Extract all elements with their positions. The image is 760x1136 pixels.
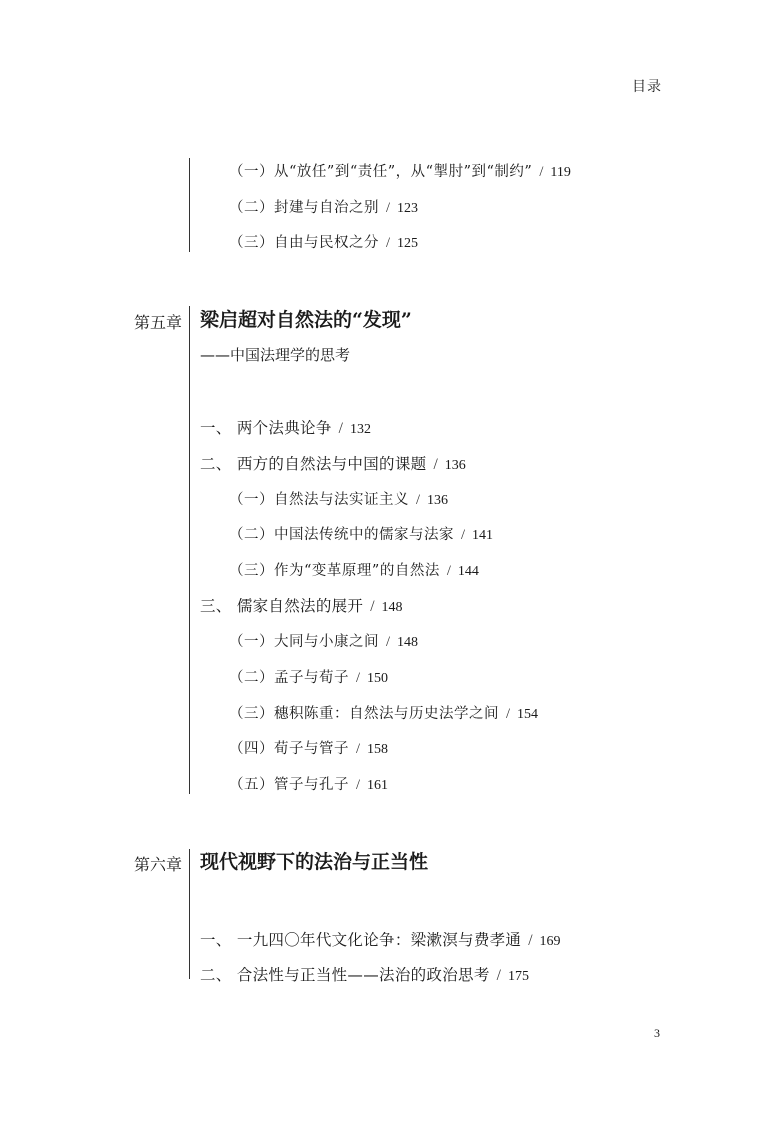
toc-page-number: 123 xyxy=(397,201,419,216)
toc-entry[interactable] xyxy=(229,160,571,181)
toc-separator: / xyxy=(446,563,451,579)
toc-separator: / xyxy=(506,706,511,722)
toc-entry[interactable] xyxy=(200,594,403,616)
toc-entry-label: （三）自由与民权之分 xyxy=(229,235,379,251)
toc-entry[interactable] xyxy=(229,196,418,217)
chapter-rule xyxy=(189,306,190,794)
toc-entry-label: 三、 儒家自然法的展开 xyxy=(200,597,364,615)
toc-entry-label: （一）大同与小康之间 xyxy=(229,634,379,650)
toc-entry[interactable] xyxy=(229,559,479,580)
toc-separator: / xyxy=(356,741,361,757)
toc-separator: / xyxy=(416,492,421,508)
toc-entry[interactable] xyxy=(229,737,388,758)
toc-entry-label: （二）孟子与荀子 xyxy=(229,670,349,686)
page-number: 3 xyxy=(654,1026,660,1040)
toc-page-number: 119 xyxy=(550,165,571,180)
toc-page-number: 154 xyxy=(517,707,539,722)
toc-page-number: 148 xyxy=(397,635,419,650)
toc-entry-label: （三）穗积陈重：自然法与历史法学之间 xyxy=(229,706,499,722)
toc-separator: / xyxy=(433,456,438,473)
toc-separator: / xyxy=(496,967,501,984)
toc-separator: / xyxy=(370,598,375,615)
toc-page-number: 158 xyxy=(367,742,389,757)
toc-separator: / xyxy=(528,932,533,949)
chapter-rule xyxy=(189,849,190,979)
toc-page-number: 175 xyxy=(507,969,529,984)
toc-page-number: 132 xyxy=(349,422,371,437)
toc-separator: / xyxy=(539,164,544,180)
toc-separator: / xyxy=(386,235,391,251)
section-rule xyxy=(189,158,190,252)
toc-separator: / xyxy=(386,200,391,216)
toc-entry[interactable] xyxy=(200,452,466,474)
toc-separator: / xyxy=(356,670,361,686)
chapter-label: 第六章 xyxy=(133,857,182,874)
toc-entry-label: （五）管子与孔子 xyxy=(229,777,349,793)
toc-page-number: 150 xyxy=(367,671,389,686)
toc-entry-label: 一、 一九四〇年代文化论争：梁漱溟与费孝通 xyxy=(200,931,522,949)
toc-entry-label: （一）自然法与法实证主义 xyxy=(229,492,409,508)
toc-page-number: 136 xyxy=(427,493,449,508)
toc-entry[interactable] xyxy=(229,773,388,794)
toc-entry[interactable] xyxy=(229,630,418,651)
toc-entry[interactable] xyxy=(200,963,529,985)
chapter-title[interactable]: 梁启超对自然法的“发现” xyxy=(200,309,412,331)
toc-page-number: 161 xyxy=(367,778,389,793)
toc-entry[interactable] xyxy=(200,928,561,950)
toc-entry-label: （一）从“放任”到“责任”，从“掣肘”到“制约” xyxy=(229,164,533,180)
toc-entry-label: 二、 合法性与正当性——法治的政治思考 xyxy=(200,966,490,984)
toc-entry[interactable] xyxy=(229,666,388,687)
toc-page-number: 125 xyxy=(397,236,419,251)
running-head: 目录 xyxy=(632,79,662,95)
toc-entry-label: （三）作为“变革原理”的自然法 xyxy=(229,563,440,579)
toc-separator: / xyxy=(461,527,466,543)
toc-entry[interactable] xyxy=(229,523,493,544)
chapter-subtitle: ——中国法理学的思考 xyxy=(200,346,351,364)
toc-separator: / xyxy=(386,634,391,650)
toc-page-number: 144 xyxy=(457,564,479,579)
toc-page-number: 141 xyxy=(472,528,494,543)
toc-entry[interactable] xyxy=(229,231,418,252)
toc-entry-label: （二）中国法传统中的儒家与法家 xyxy=(229,527,454,543)
chapter-label: 第五章 xyxy=(133,315,182,332)
toc-page-number: 169 xyxy=(539,934,561,949)
toc-page-number: 148 xyxy=(381,600,403,615)
toc-separator: / xyxy=(338,420,343,437)
chapter-title[interactable]: 现代视野下的法治与正当性 xyxy=(200,851,429,873)
toc-separator: / xyxy=(356,777,361,793)
toc-entry-label: （四）荀子与管子 xyxy=(229,741,349,757)
toc-page-number: 136 xyxy=(444,458,466,473)
toc-entry[interactable] xyxy=(229,488,448,509)
toc-entry[interactable] xyxy=(200,416,371,438)
toc-entry-label: 一、 两个法典论争 xyxy=(200,419,332,437)
toc-entry-label: 二、 西方的自然法与中国的课题 xyxy=(200,455,427,473)
toc-entry-label: （二）封建与自治之别 xyxy=(229,200,379,216)
toc-entry[interactable] xyxy=(229,702,538,723)
